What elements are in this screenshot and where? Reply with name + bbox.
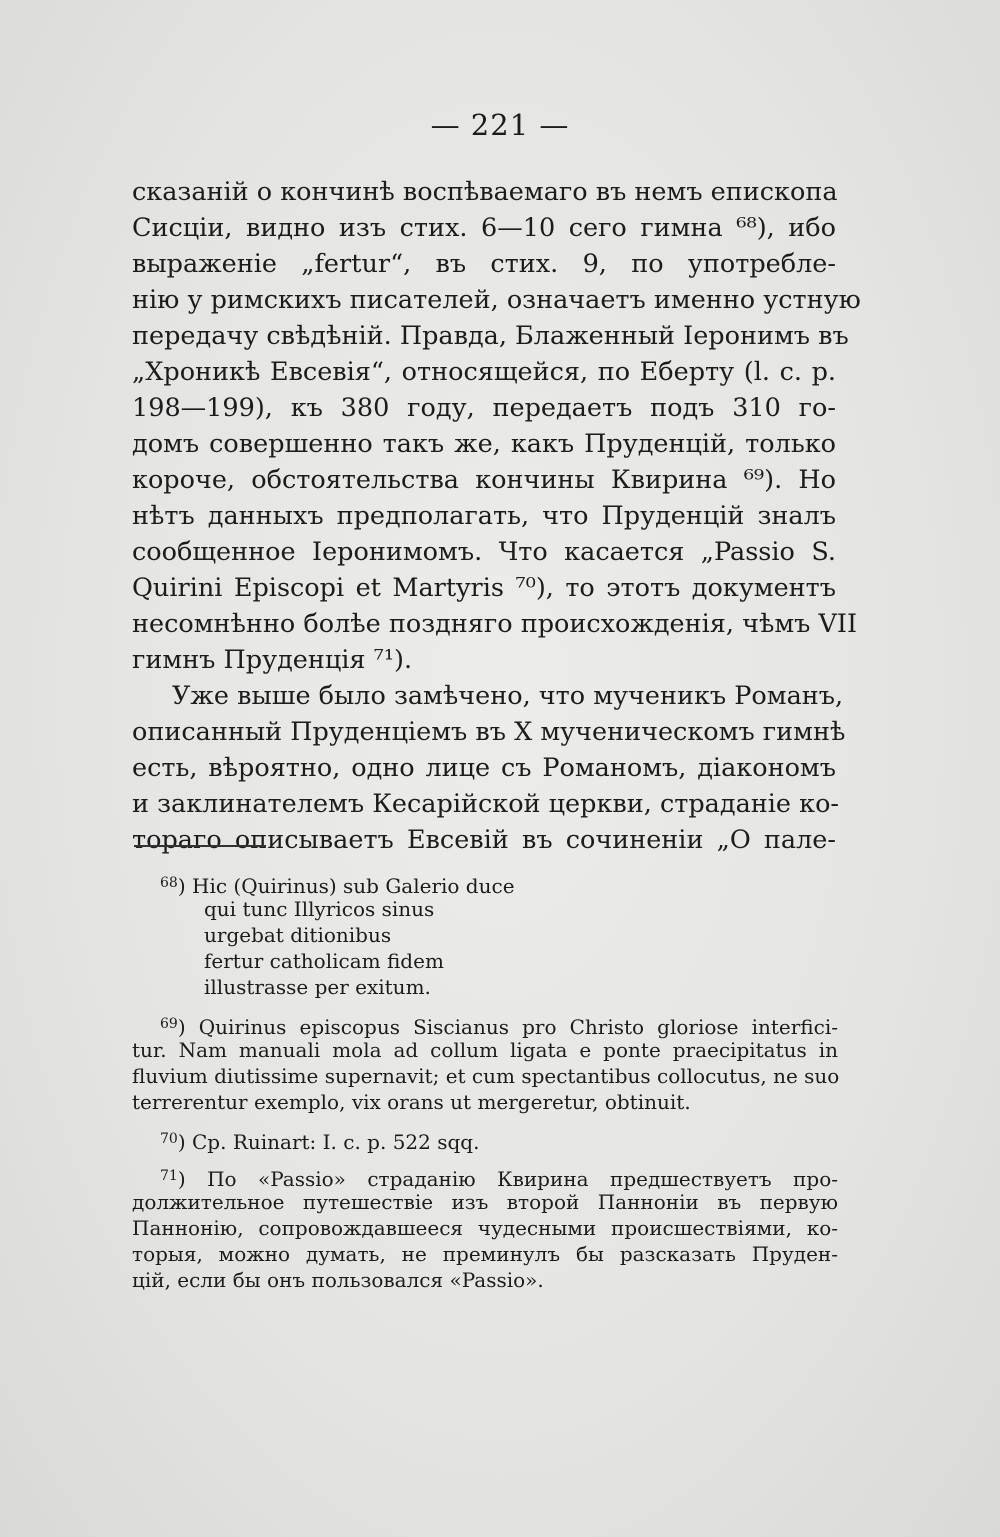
main-line: тораго описываетъ Евсевiй въ сочиненiи „О пале-	[132, 825, 836, 855]
footnote-text: Hic (Quirinus) sub Galerio duce	[192, 874, 515, 898]
footnote-line: должительное путешествiе изъ второй Паннонiи въ первую	[132, 1190, 838, 1214]
main-line: нiю у римскихъ писателей, означаетъ именно устную	[132, 285, 861, 315]
main-line: „Хроникѣ Евсевiя“, относящейся, по Еберту (l. c. p.	[132, 357, 836, 387]
footnote-69	[132, 1011, 838, 1115]
footnote-line: $^{70}$) Ср. Ruinart: I. c. p. 522 sqq.	[160, 1130, 480, 1154]
footnote-line: terrerentur exemplo, vix orans ut mergeretur, obtinuit.	[132, 1090, 691, 1114]
footnote-line: fluvium diutissime supernavit; et cum spectantibus collocutus, ne suo	[132, 1064, 840, 1088]
footnote-line: illustrasse per exitum.	[204, 975, 431, 999]
footnote-line: tur. Nam manuali mola ad collum ligata e ponte praecipitatus in	[132, 1038, 838, 1062]
footnote-line: торыя, можно думать, не преминулъ бы разсказать Пруден-	[132, 1242, 838, 1266]
main-line: сообщенное Iеронимомъ. Что касается „Passio S.	[132, 537, 836, 567]
main-line: Уже выше было замѣчено, что мученикъ Романъ,	[172, 681, 844, 711]
main-line: домъ совершенно такъ же, какъ Пруденцiй, только	[132, 429, 836, 459]
footnote-70	[132, 1126, 838, 1152]
footnote-line: $^{71}$) По «Passio» страданiю Квирина предшествуетъ про-	[160, 1167, 838, 1191]
footnote-71	[132, 1163, 838, 1293]
footnote-line: Паннонiю, сопровождавшееся чудесными происшествiями, ко-	[132, 1216, 838, 1240]
footnote-mark: 68	[160, 875, 178, 891]
main-line: сказанiй о кончинѣ воспѣваемаго въ немъ епископа	[132, 177, 838, 207]
main-line: выраженiе „fertur“, въ стих. 9, по употребле-	[132, 249, 836, 279]
main-line: Quirini Episcopi et Martyris ⁷⁰), то этотъ документъ	[132, 573, 836, 603]
main-line: описанный Пруденцiемъ въ X мученическомъ гимнѣ	[132, 717, 846, 747]
main-line: несомнѣнно болѣе поздняго происхожденiя, чѣмъ VII	[132, 609, 858, 639]
main-line: 198—199), къ 380 году, передаетъ подъ 310 го-	[132, 393, 836, 423]
footnote-divider	[134, 845, 266, 847]
main-line: есть, вѣроятно, одно лице съ Романомъ, дiакономъ	[132, 753, 836, 783]
page-number: — 221 —	[430, 108, 570, 142]
footnote-line: $^{69}$) Quirinus episcopus Siscianus pro Christo gloriose interfici-	[160, 1015, 838, 1039]
footnote-text: По «Passio» страданiю Квирина предшествуетъ про-	[207, 1167, 838, 1191]
main-line: передачу свѣдѣнiй. Правда, Блаженный Iеронимъ въ	[132, 321, 849, 351]
footnote-68	[132, 870, 838, 1000]
footnote-line: $^{68}$) Hic (Quirinus) sub Galerio duce	[160, 874, 515, 898]
main-line: гимнъ Пруденцiя ⁷¹).	[132, 645, 413, 675]
footnote-line: fertur catholicam fidem	[204, 949, 444, 973]
footnote-line: qui tunc Illyricos sinus	[204, 897, 435, 921]
main-line: нѣтъ данныхъ предполагать, что Пруденцiй зналъ	[132, 501, 836, 531]
main-line: и заклинателемъ Кесарiйской церкви, страданiе ко-	[132, 789, 840, 819]
footnote-line: urgebat ditionibus	[204, 923, 392, 947]
main-line: Сисцiи, видно изъ стих. 6—10 сего гимна ⁶⁸), ибо	[132, 213, 836, 243]
footnote-line: цiй, если бы онъ пользовался «Passio».	[132, 1268, 544, 1292]
footnote-text: Quirinus episcopus Siscianus pro Christo gloriose interfici-	[198, 1015, 838, 1039]
footnote-text: Ср. Ruinart: I. c. p. 522 sqq.	[192, 1130, 480, 1154]
footnote-mark: 69	[160, 1016, 178, 1032]
footnote-mark: 71	[160, 1168, 178, 1184]
footnotes	[132, 870, 838, 1304]
main-line: короче, обстоятельства кончины Квирина ⁶⁹). Но	[132, 465, 836, 495]
main-text	[132, 174, 861, 858]
footnote-mark: 70	[160, 1131, 178, 1147]
